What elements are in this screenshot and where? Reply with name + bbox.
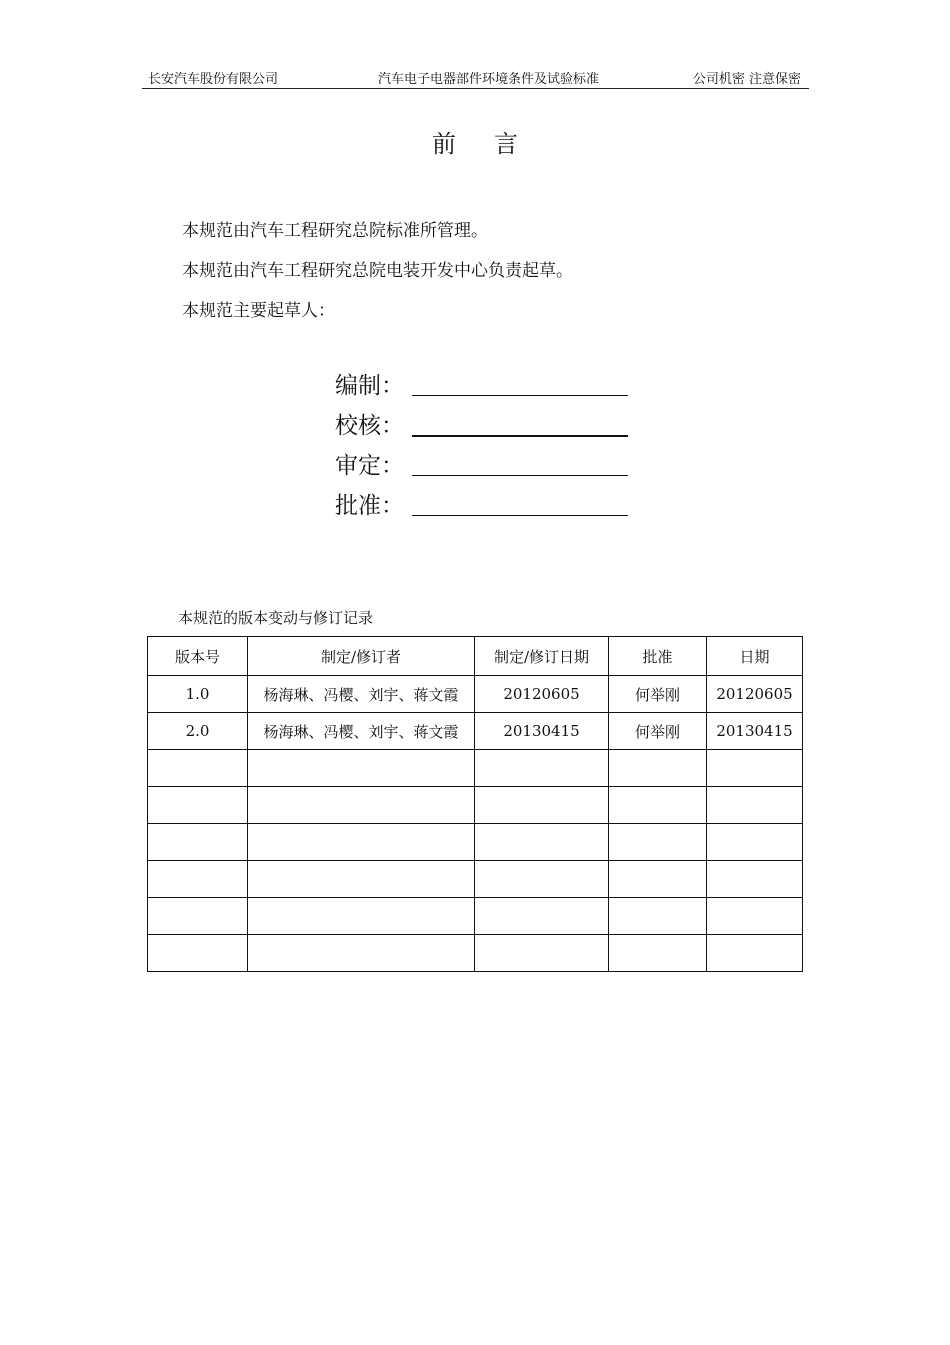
- table-row: [148, 750, 803, 787]
- table-row: [148, 713, 803, 750]
- cell-date: [707, 750, 803, 787]
- revision-table-caption: 本规范的版本变动与修订记录: [178, 609, 374, 627]
- cell-author: [248, 824, 475, 861]
- cell-approver: [609, 935, 707, 972]
- cell-version: 1.0: [148, 676, 248, 713]
- cell-revision-date: [475, 935, 609, 972]
- table-row: [148, 935, 803, 972]
- signature-review-line: [412, 475, 628, 476]
- cell-approver: 何举刚: [609, 676, 707, 713]
- page-title: 前言: [432, 130, 556, 158]
- header-doc-title: 汽车电子电器部件环境条件及试验标准: [378, 72, 600, 87]
- paragraph-drafting: 本规范由汽车工程研究总院电装开发中心负责起草。: [182, 261, 573, 281]
- cell-version: [148, 824, 248, 861]
- cell-version: [148, 787, 248, 824]
- cell-date: [707, 787, 803, 824]
- cell-author: [248, 750, 475, 787]
- header-author: 制定/修订者: [248, 637, 475, 676]
- table-row: [148, 861, 803, 898]
- cell-author: 杨海琳、冯樱、刘宇、蒋文霞: [248, 713, 475, 750]
- signature-approve: [335, 487, 635, 517]
- cell-revision-date: [475, 750, 609, 787]
- table-header-row: [148, 637, 803, 676]
- table-row: [148, 824, 803, 861]
- paragraph-management: 本规范由汽车工程研究总院标准所管理。: [182, 221, 488, 241]
- cell-revision-date: [475, 861, 609, 898]
- signature-approve-line: [412, 515, 628, 516]
- signature-check-line: [412, 435, 628, 437]
- cell-author: [248, 935, 475, 972]
- cell-revision-date: [475, 787, 609, 824]
- cell-approver: [609, 898, 707, 935]
- header-date: 日期: [707, 637, 803, 676]
- cell-author: [248, 861, 475, 898]
- cell-version: [148, 750, 248, 787]
- signature-compile-line: [412, 395, 628, 396]
- paragraph-drafters: 本规范主要起草人：: [182, 301, 335, 321]
- cell-date: 20120605: [707, 676, 803, 713]
- header-version: 版本号: [148, 637, 248, 676]
- cell-date: [707, 935, 803, 972]
- signature-check: [335, 407, 635, 437]
- header-approver: 批准: [609, 637, 707, 676]
- table-row: [148, 787, 803, 824]
- cell-version: [148, 898, 248, 935]
- cell-revision-date: 20120605: [475, 676, 609, 713]
- revision-table: [147, 636, 803, 972]
- cell-date: [707, 861, 803, 898]
- header-revision-date: 制定/修订日期: [475, 637, 609, 676]
- table-row: [148, 676, 803, 713]
- cell-version: [148, 935, 248, 972]
- cell-date: [707, 824, 803, 861]
- cell-approver: 何举刚: [609, 713, 707, 750]
- signature-review-label: 审定：: [335, 453, 404, 479]
- cell-approver: [609, 824, 707, 861]
- signature-review: [335, 447, 635, 477]
- cell-approver: [609, 787, 707, 824]
- signature-approve-label: 批准：: [335, 493, 404, 519]
- cell-approver: [609, 861, 707, 898]
- table-row: [148, 898, 803, 935]
- cell-author: 杨海琳、冯樱、刘宇、蒋文霞: [248, 676, 475, 713]
- cell-revision-date: [475, 824, 609, 861]
- cell-revision-date: [475, 898, 609, 935]
- cell-author: [248, 787, 475, 824]
- cell-version: [148, 861, 248, 898]
- cell-date: [707, 898, 803, 935]
- header-company: 长安汽车股份有限公司: [148, 72, 279, 87]
- cell-date: 20130415: [707, 713, 803, 750]
- signature-compile-label: 编制：: [335, 373, 404, 399]
- cell-version: 2.0: [148, 713, 248, 750]
- header-confidential: 公司机密 注意保密: [692, 72, 801, 87]
- signature-check-label: 校核：: [335, 413, 404, 439]
- page-header: [142, 66, 809, 89]
- cell-revision-date: 20130415: [475, 713, 609, 750]
- signature-compile: [335, 367, 635, 397]
- cell-approver: [609, 750, 707, 787]
- cell-author: [248, 898, 475, 935]
